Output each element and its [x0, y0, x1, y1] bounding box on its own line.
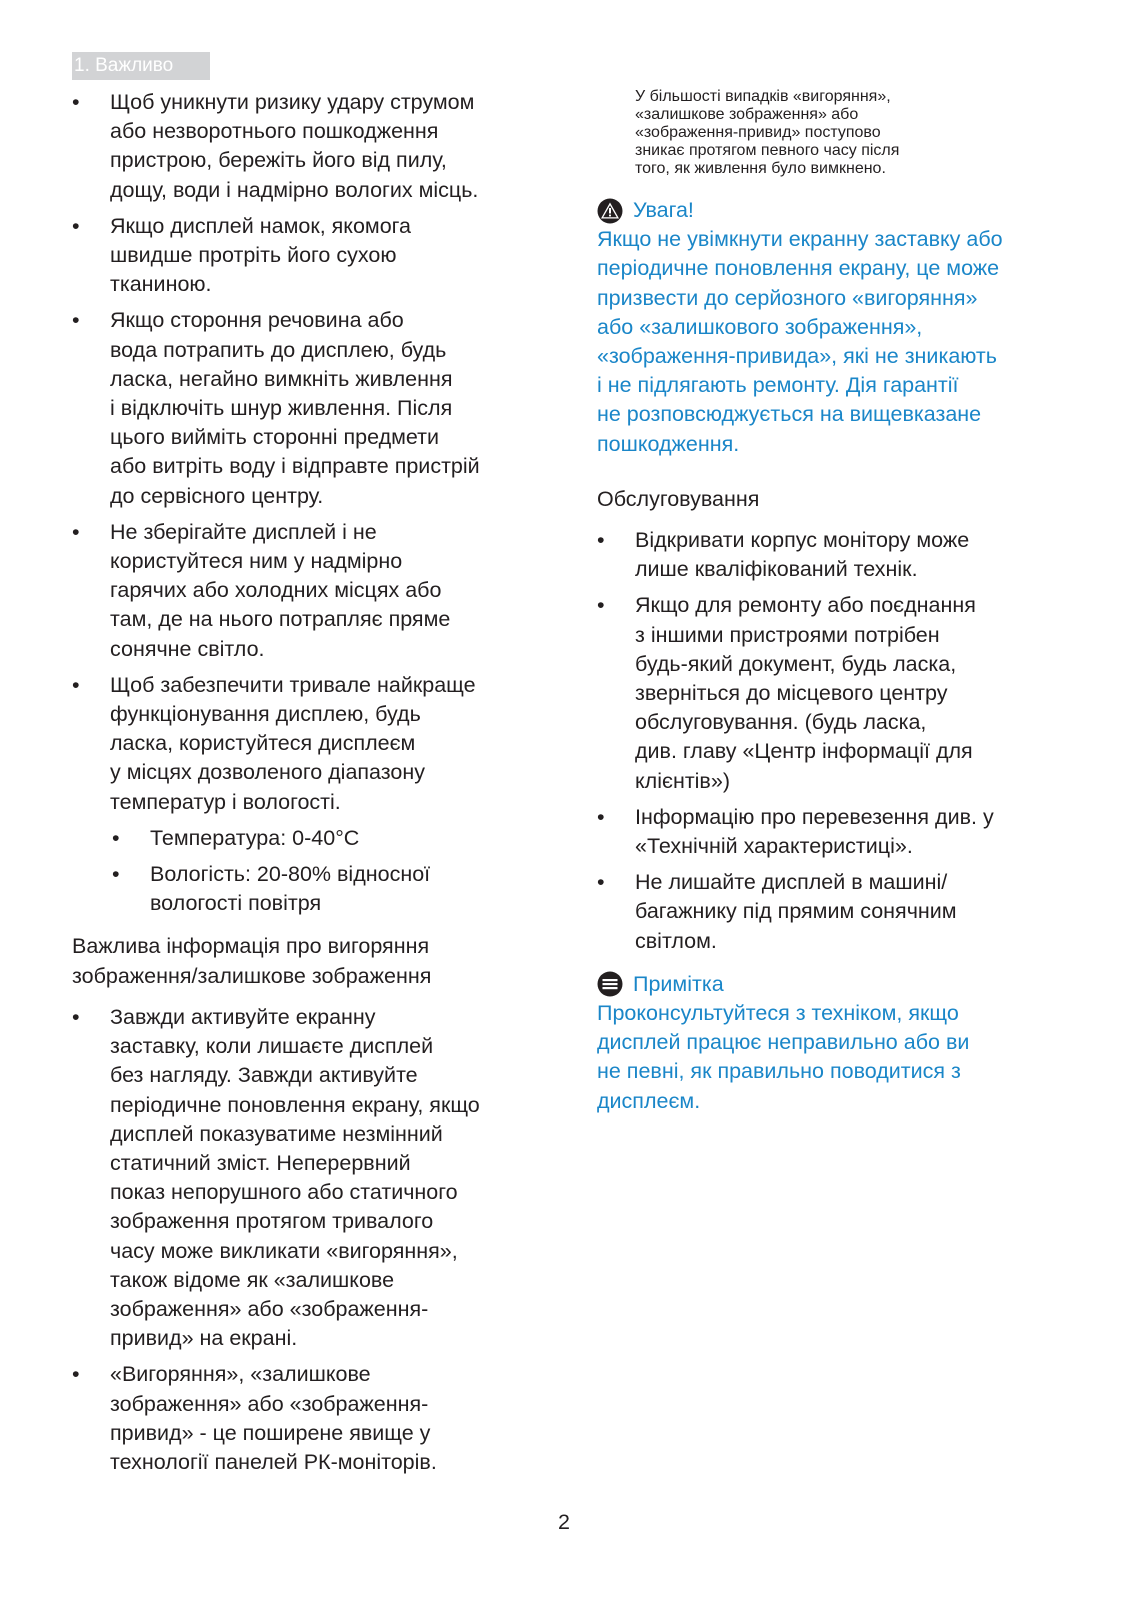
warning-title — [597, 196, 1067, 225]
text-line: зверніться до місцевого центру — [635, 681, 948, 706]
text-line: швидше протріть його сухою — [110, 243, 397, 268]
text-line: клієнтів») — [635, 768, 730, 793]
text-line: вода потрапить до дисплею, будь — [110, 337, 447, 362]
list-item — [597, 868, 1067, 956]
list-item-text — [110, 212, 542, 300]
text-line: цього вийміть сторонні предмети — [110, 425, 440, 450]
bullet-icon: • — [72, 1362, 80, 1387]
note-title — [597, 970, 1067, 999]
text-line: Важлива інформація про вигоряння — [72, 934, 430, 959]
text-line: зникає протягом певного часу після — [635, 142, 900, 159]
text-line: Якщо не увімкнути екранну заставку або — [597, 227, 1003, 252]
warning-title-text: Увага! — [633, 198, 694, 222]
bullet-icon: • — [72, 90, 80, 114]
text-line: або незворотнього пошкодження — [110, 119, 439, 144]
warning-body — [597, 225, 1067, 459]
text-line: часу може викликати «вигоряння», — [110, 1238, 458, 1263]
text-line: Вологість: 20-80% відносної — [150, 862, 431, 887]
text-line: періодичне поновлення екрану, це може — [597, 256, 1000, 281]
list-item-text — [110, 306, 542, 510]
text-line: привид» на екрані. — [110, 1326, 298, 1351]
text-line: Якщо стороння речовина або — [110, 308, 404, 333]
bullet-icon: • — [72, 308, 80, 333]
text-line: також відоме як «залишкове — [110, 1267, 395, 1292]
text-line: «Технічній характеристиці». — [635, 834, 913, 859]
text-line: Щоб уникнути ризику удару струмом — [110, 90, 475, 114]
text-line: привид» - це поширене явище у — [110, 1420, 431, 1445]
bullet-icon: • — [72, 672, 80, 697]
list-item — [72, 212, 542, 300]
bullet-icon: • — [597, 804, 605, 829]
section-heading-burn-in — [72, 932, 542, 990]
list-item-text — [635, 803, 1067, 861]
list-item — [597, 526, 1067, 584]
bullet-icon: • — [72, 1004, 80, 1029]
text-line: того, як живлення було вимкнено. — [635, 160, 886, 177]
text-line: не певні, як правильно поводитися з — [597, 1059, 961, 1084]
text-line: там, де на нього потрапляє пряме — [110, 607, 451, 632]
text-line: періодичне поновлення екрану, якщо — [110, 1092, 480, 1117]
list-item-text — [150, 860, 542, 918]
bullet-icon: • — [72, 213, 80, 238]
text-line: світлом. — [635, 928, 717, 953]
text-line: функціонування дисплею, будь — [110, 702, 421, 727]
text-line: дисплей працює неправильно або ви — [597, 1030, 970, 1055]
list-item-text — [110, 671, 542, 817]
list-item-text — [110, 1003, 542, 1353]
text-line: Якщо для ремонту або поєднання — [635, 593, 976, 618]
text-line: тканиною. — [110, 272, 212, 297]
text-line: дисплей показуватиме незмінний — [110, 1121, 443, 1146]
text-line: лише кваліфікований технік. — [635, 557, 918, 582]
bullet-icon: • — [597, 870, 605, 895]
text-line: заставку, коли лишаєте дисплей — [110, 1034, 434, 1059]
text-line: сонячне світло. — [110, 636, 265, 661]
list-item — [72, 518, 542, 664]
text-line: або «залишкового зображення», — [597, 314, 923, 339]
text-line: показ непорушного або статичного — [110, 1180, 458, 1205]
list-item-text — [635, 868, 1067, 956]
list-item-text — [110, 1360, 542, 1477]
text-line: не розповсюджується на вищевказане — [597, 402, 982, 427]
list-item — [72, 860, 542, 918]
text-line: див. главу «Центр інформації для — [635, 739, 973, 764]
bullet-icon: • — [112, 825, 120, 850]
note-title-text: Примітка — [633, 971, 724, 996]
text-line: дисплеєм. — [597, 1088, 701, 1113]
text-line: Проконсультуйтеся з техніком, якщо — [597, 1001, 959, 1026]
left-column — [72, 88, 542, 1484]
list-item — [72, 306, 542, 510]
text-line: Температура: 0-40°C — [150, 825, 360, 850]
text-line: «Вигоряння», «залишкове — [110, 1362, 371, 1387]
text-line: без нагляду. Завжди активуйте — [110, 1063, 418, 1088]
text-line: Щоб забезпечити тривале найкраще — [110, 672, 476, 697]
text-line: технології панелей РК-моніторів. — [110, 1449, 437, 1474]
text-line: призвести до серйозного «вигоряння» — [597, 285, 978, 310]
text-line: Не зберігайте дисплей і не — [110, 519, 377, 544]
bullet-list-safety — [72, 88, 542, 817]
list-item-text — [110, 518, 542, 664]
text-line: ласка, негайно вимкніть живлення — [110, 366, 453, 391]
text-line: обслуговування. (будь ласка, — [635, 710, 927, 735]
list-item — [72, 88, 542, 205]
text-line: «зображення-привид» поступово — [635, 124, 881, 141]
list-item — [72, 1360, 542, 1477]
text-line: зображення» або «зображення- — [110, 1296, 429, 1321]
text-line: у місцях дозволеного діапазону — [110, 760, 425, 785]
bullet-icon: • — [597, 593, 605, 618]
text-line: будь-який документ, будь ласка, — [635, 651, 957, 676]
text-line: ласка, користуйтеся дисплеєм — [110, 731, 416, 756]
text-line: дощу, води і надмірно вологих місць. — [110, 177, 479, 202]
text-line: вологості повітря — [150, 891, 322, 916]
text-line: Відкривати корпус монітору може — [635, 528, 970, 553]
text-line: і відключіть шнур живлення. Після — [110, 396, 453, 421]
section-tag: 1. Важливо — [72, 52, 210, 80]
list-item — [72, 1003, 542, 1353]
text-line: і не підлягають ремонту. Дія гарантії — [597, 373, 959, 398]
list-item-text — [635, 591, 1067, 795]
text-line: зображення/залишкове зображення — [72, 963, 432, 988]
right-column — [597, 88, 1067, 1116]
text-line: Завжди активуйте екранну — [110, 1004, 376, 1029]
text-line: з іншими пристроями потрібен — [635, 622, 940, 647]
text-line: гарячих або холодних місцях або — [110, 578, 442, 603]
note-body — [597, 999, 1067, 1116]
text-line: зображення» або «зображення- — [110, 1391, 429, 1416]
warning-triangle-icon — [597, 198, 623, 224]
text-line: У більшості випадків «вигоряння», — [635, 88, 891, 105]
text-line: зображення протягом тривалого — [110, 1209, 434, 1234]
note-icon — [597, 971, 623, 997]
text-line: або витріть воду і відправте пристрій — [110, 454, 480, 479]
text-line: температур і вологості. — [110, 789, 341, 814]
page-number: 2 — [558, 1510, 570, 1534]
burn-in-continuation — [597, 88, 1067, 178]
text-line: пошкодження. — [597, 431, 740, 456]
list-item — [72, 671, 542, 817]
text-line: користуйтеся ним у надмірно — [110, 549, 403, 574]
list-item — [597, 591, 1067, 795]
list-item-text — [635, 526, 1067, 584]
text-line: «залишкове зображення» або — [635, 106, 859, 123]
bullet-list-burn-in — [72, 1003, 542, 1477]
bullet-list-maintenance — [597, 526, 1067, 956]
bullet-icon: • — [72, 519, 80, 544]
text-line: пристрою, бережіть його від пилу, — [110, 148, 447, 173]
text-line: Не лишайте дисплей в машині/ — [635, 870, 948, 895]
text-line: статичний зміст. Неперервний — [110, 1150, 411, 1175]
list-item-text — [110, 88, 542, 205]
bullet-icon: • — [597, 528, 605, 553]
bullet-icon: • — [112, 862, 120, 887]
text-line: Інформацію про перевезення див. у — [635, 804, 994, 829]
text-line: багажнику під прямим сонячним — [635, 899, 957, 924]
text-line: Якщо дисплей намок, якомога — [110, 213, 411, 238]
section-heading-maintenance: Обслуговування — [597, 486, 760, 511]
list-item — [72, 824, 542, 853]
sub-bullet-list-conditions — [72, 824, 542, 919]
text-line: до сервісного центру. — [110, 483, 324, 508]
list-item-text — [150, 824, 542, 853]
list-item — [597, 803, 1067, 861]
text-line: «зображення-привида», які не зникають — [597, 344, 997, 369]
